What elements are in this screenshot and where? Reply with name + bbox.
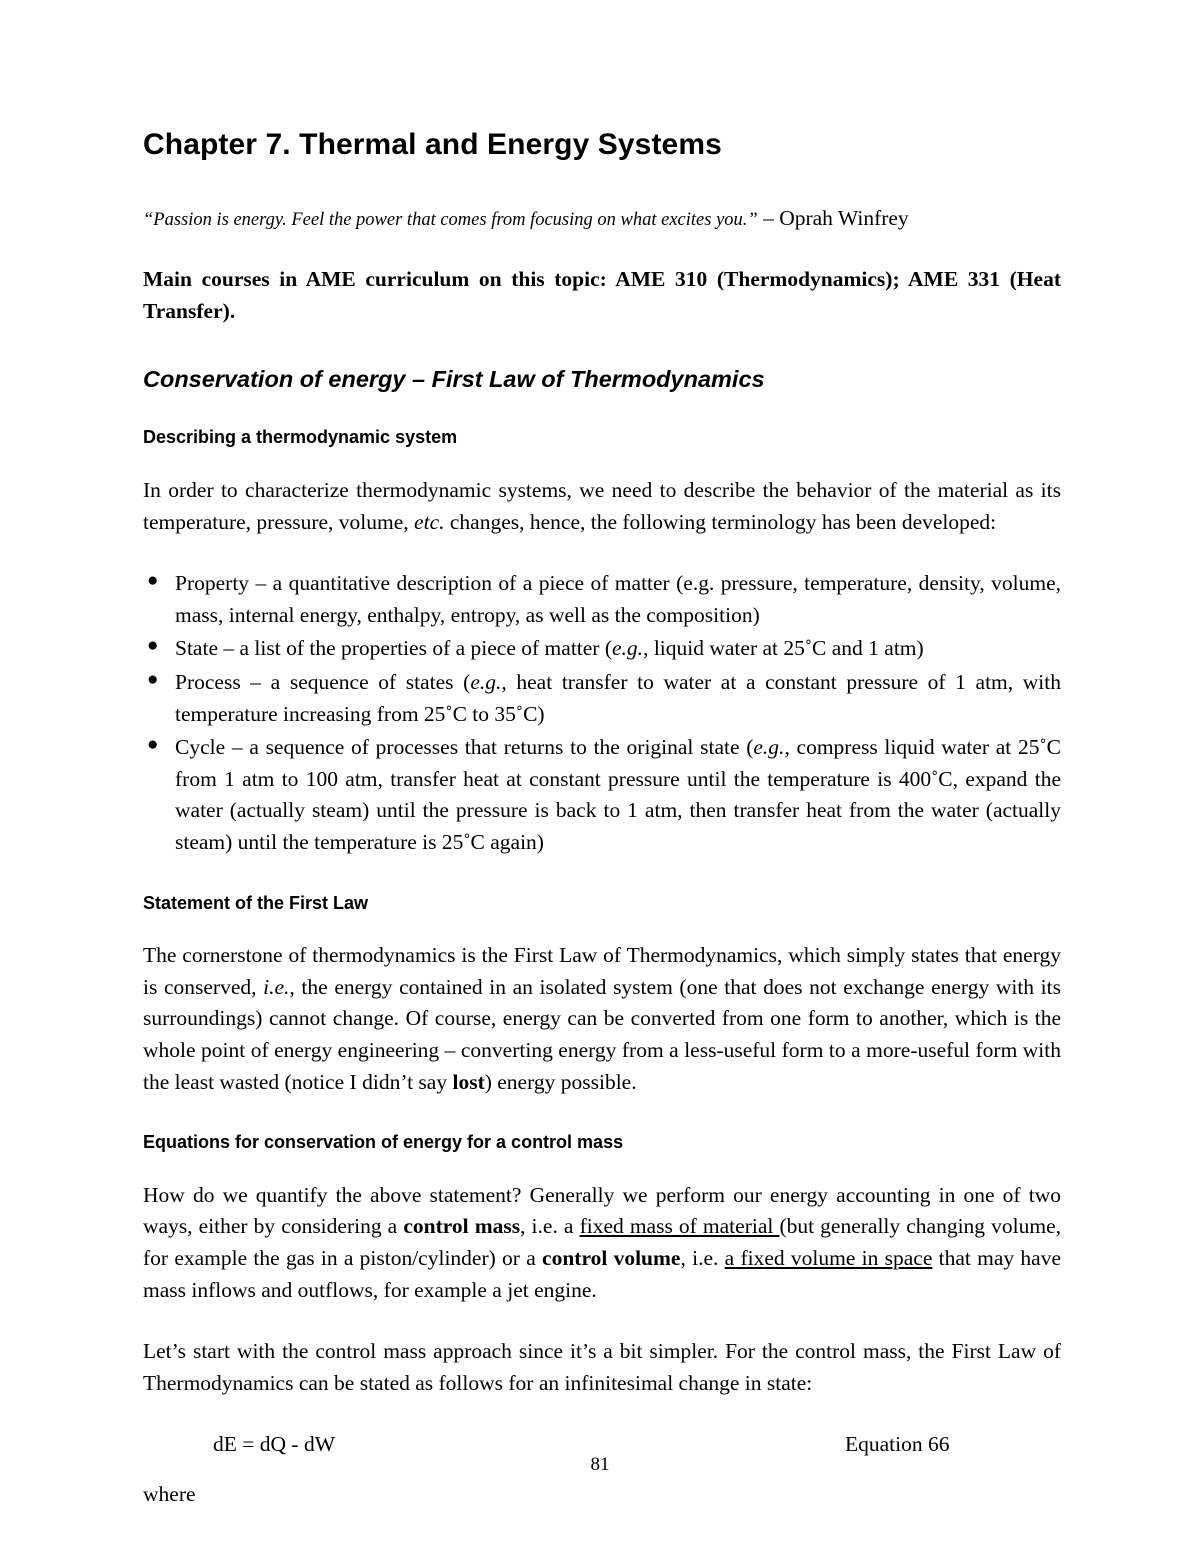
control-part5: that may have mass inflows and outflows, for example a jet engine. xyxy=(143,1245,1061,1302)
intro-text-part2: changes, hence, the following terminology has been developed: xyxy=(444,509,997,534)
list-item-text: Property – a quantitative description of a piece of matter (e.g. pressure, temperature, density, volume, mass, internal energy, enthalpy, entropy, as well as the composition) xyxy=(175,571,1061,627)
first-law-bold-lost: lost xyxy=(452,1069,485,1094)
list-item xyxy=(143,633,1061,665)
list-item xyxy=(143,667,1061,730)
list-item-text: Cycle – a sequence of processes that returns to the original state ( xyxy=(175,735,754,760)
quote-text: “Passion is energy. Feel the power that comes from focusing on what excites you.” xyxy=(143,209,758,230)
list-item-text: Process – a sequence of states ( xyxy=(175,670,471,695)
list-item xyxy=(143,568,1061,631)
bullet-icon: ● xyxy=(147,570,159,592)
list-item-text-cont: , liquid water at 25˚C and 1 atm) xyxy=(643,636,924,661)
first-law-part2: , the energy contained in an isolated system (one that does not exchange energy with its surroundings) cannot change. Of course, energy can be converted from one form to another, which is the whole point of energy engineering – converting energy from a less-useful form to a more-useful form with the least wasted (notice I didn’t say xyxy=(143,974,1061,1094)
bullet-icon: ● xyxy=(147,635,159,657)
intro-text-italic: etc. xyxy=(414,509,445,534)
quote-attribution: – Oprah Winfrey xyxy=(757,205,909,230)
equation-expression: dE = dQ - dW xyxy=(213,1432,335,1457)
list-item xyxy=(143,732,1061,858)
list-item-italic: e.g. xyxy=(612,636,644,661)
subheading-describing-system: Describing a thermodynamic system xyxy=(143,427,458,448)
terminology-list xyxy=(143,568,1061,858)
paragraph-first-law xyxy=(143,940,1061,1098)
equation-label: Equation 66 xyxy=(845,1432,950,1457)
epigraph-quote xyxy=(143,203,1061,235)
subheading-statement-first-law: Statement of the First Law xyxy=(143,892,369,913)
page-content xyxy=(143,128,1061,1511)
list-item-italic: e.g. xyxy=(753,735,785,760)
section-heading-conservation: Conservation of energy – First Law of Thermodynamics xyxy=(143,366,765,393)
paragraph-intro xyxy=(143,475,1061,538)
bullet-icon: ● xyxy=(147,669,159,691)
first-law-part1: The cornerstone of thermodynamics is the First Law of Thermodynamics, which simply states that energy is conserved, xyxy=(143,943,1061,999)
paragraph-control-mass-volume xyxy=(143,1180,1061,1306)
control-part1: How do we quantify the above statement? Generally we perform our energy accounting in one of two ways, either by considering a xyxy=(143,1182,1061,1239)
fixed-mass-underlined: fixed mass of material xyxy=(579,1214,780,1239)
list-item-italic: e.g. xyxy=(470,670,502,695)
control-mass-bold: control mass xyxy=(403,1214,521,1239)
control-part2: , i.e. a xyxy=(520,1214,580,1239)
page-number: 81 xyxy=(590,1454,610,1475)
paragraph-control-mass-intro: Let’s start with the control mass approach since it’s a bit simpler. For the control mass, the First Law of Thermodynamics can be stated as follows for an infinitesimal change in state: xyxy=(143,1339,1061,1395)
control-part3: (but generally changing volume, for example the gas in a piston/cylinder) or a xyxy=(143,1214,1062,1270)
list-item-text: State – a list of the properties of a piece of matter ( xyxy=(175,636,613,661)
fixed-volume-underlined: a fixed volume in space xyxy=(724,1245,933,1270)
control-volume-bold: control volume xyxy=(542,1245,681,1270)
page-title: Chapter 7. Thermal and Energy Systems xyxy=(143,128,722,161)
intro-text-part1: In order to characterize thermodynamic systems, we need to describe the behavior of the material as its temperature, pressure, volume, xyxy=(143,478,1061,534)
bullet-icon: ● xyxy=(147,734,159,756)
first-law-part3: ) energy possible. xyxy=(484,1069,637,1094)
first-law-italic: i.e. xyxy=(263,974,290,999)
list-item-text-cont: , compress liquid water at 25˚C from 1 atm to 100 atm, transfer heat at constant pressure until the temperature is 400˚C, expand the water (actually steam) until the pressure is back to 1 atm, then transfer heat from the water (actually steam) until the temperature is 25˚C again) xyxy=(175,735,1061,854)
subheading-equations-control-mass: Equations for conservation of energy for a control mass xyxy=(143,1132,624,1153)
list-item-text-cont: , heat transfer to water at a constant pressure of 1 atm, with temperature increasing from 25˚C to 35˚C) xyxy=(175,670,1062,726)
where-label: where xyxy=(143,1482,196,1507)
courses-note: Main courses in AME curriculum on this topic: AME 310 (Thermodynamics); AME 331 (Heat Transfer). xyxy=(143,267,1061,323)
control-part4: , i.e. xyxy=(680,1245,725,1270)
